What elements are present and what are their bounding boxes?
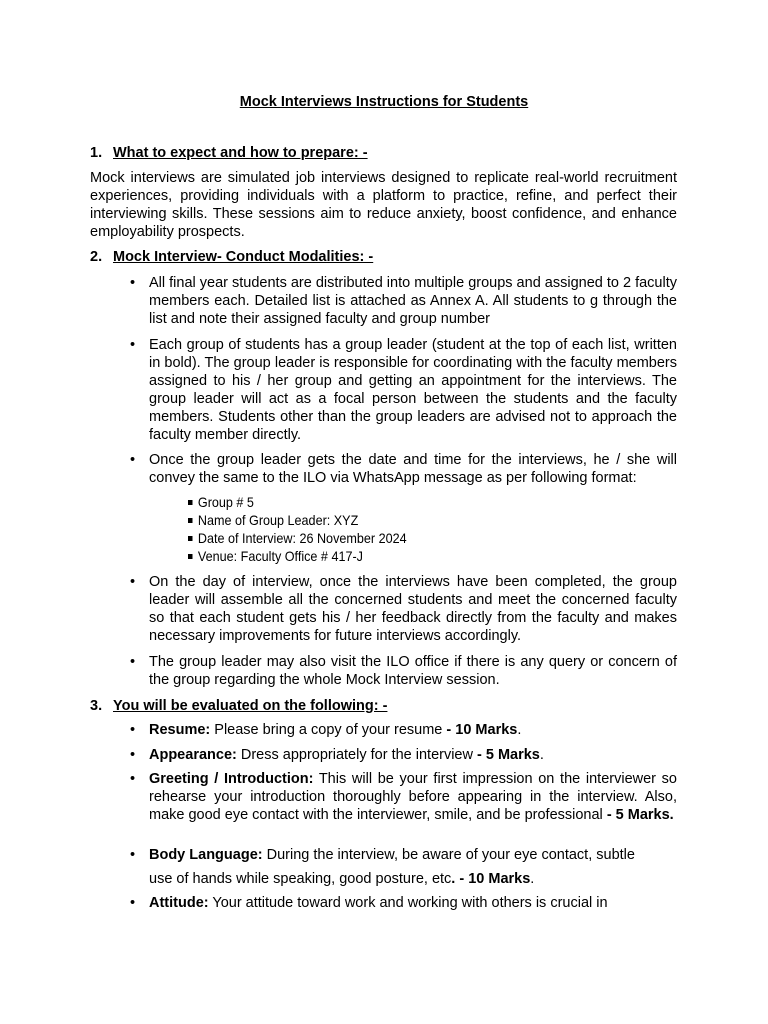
format-item-text: Venue: Faculty Office # 417-J: [197, 548, 363, 564]
document-title: Mock Interviews Instructions for Students: [239, 94, 529, 110]
bullet-icon: •: [130, 337, 136, 353]
evaluation-item-text: [149, 843, 650, 891]
evaluation-item-text: [149, 770, 677, 824]
section-number: 1.: [90, 145, 103, 161]
format-item-text: Group # 5: [197, 494, 254, 510]
bullet-icon: •: [130, 275, 136, 291]
section-1-heading: [90, 143, 368, 163]
evaluation-label: Resume:: [149, 722, 211, 738]
evaluation-item-text: [149, 746, 677, 764]
evaluation-end: .: [539, 747, 544, 763]
square-bullet-icon: [188, 536, 193, 541]
bullet-icon: •: [130, 847, 136, 863]
evaluation-item-text: [149, 894, 677, 912]
list-item-text: All final year students are distributed into multiple groups and assigned to 2 faculty members each. Detailed list is attached as Annex A. All students to g through the list and note their assigned faculty and group number: [149, 275, 677, 327]
bullet-icon: •: [130, 452, 136, 468]
evaluation-marks: - 5 Marks: [477, 747, 540, 763]
section-number: 2.: [90, 249, 103, 265]
section-heading-text: Mock Interview- Conduct Modalities: -: [113, 249, 374, 265]
list-item: [130, 573, 677, 645]
section-3-heading: [90, 696, 387, 716]
section-heading-text: You will be evaluated on the following: -: [113, 698, 388, 714]
evaluation-description: Dress appropriately for the interview: [236, 747, 477, 763]
square-bullet-icon: [188, 554, 193, 559]
evaluation-marks: - 5 Marks.: [606, 807, 674, 823]
evaluation-description: This will be your first impression on the interviewer so rehearse your introduction thoroughly before appearing in the interview. Also, make good eye contact with the interviewer, smile, and be professional: [149, 771, 677, 823]
evaluation-end: .: [517, 722, 522, 738]
evaluation-item-appearance: [130, 746, 677, 764]
evaluation-item-greeting: [130, 770, 677, 824]
format-item-text: Name of Group Leader: XYZ: [197, 512, 359, 528]
list-item-text: Once the group leader gets the date and time for the interviews, he / she will convey the same to the ILO via WhatsApp message as per following format:: [149, 452, 677, 486]
bullet-icon: •: [130, 895, 136, 911]
bullet-icon: •: [130, 574, 136, 590]
list-item: [130, 451, 677, 487]
evaluation-label: Attitude:: [149, 895, 209, 911]
format-item: [188, 548, 363, 566]
list-item-text: Each group of students has a group leader (student at the top of each list, written in bold). The group leader is responsible for coordinating with the faculty members assigned to his / her group and getting an appointment for the interviews. The group leader will act as a focal person between the students and the faculty members. Students other than the group leaders are advised not to approach the faculty member directly.: [149, 337, 677, 443]
format-item: [188, 512, 358, 530]
evaluation-marks: . - 10 Marks: [451, 871, 531, 887]
square-bullet-icon: [188, 518, 193, 523]
bullet-icon: •: [130, 747, 136, 763]
list-item-text: On the day of interview, once the interviews have been completed, the group leader will assemble all the concerned students and meet the concerned faculty so that each student gets his / her feedback directly from the faculty and makes necessary improvements for future interviews accordingly.: [149, 574, 677, 644]
bullet-icon: •: [130, 722, 136, 738]
evaluation-item-text: [149, 721, 677, 739]
format-item-text: Date of Interview: 26 November 2024: [197, 530, 407, 546]
evaluation-marks: - 10 Marks: [446, 722, 518, 738]
list-item: [130, 653, 677, 689]
bullet-icon: •: [130, 654, 136, 670]
evaluation-label: Appearance:: [149, 747, 237, 763]
evaluation-item-body-language: [130, 843, 650, 891]
evaluation-end: .: [530, 871, 535, 887]
evaluation-description: Your attitude toward work and working with others is crucial in: [208, 895, 608, 911]
evaluation-description: During the interview, be aware of your eye contact, subtle use of hands while speaking, good posture, etc: [149, 847, 635, 887]
section-heading-text: What to expect and how to prepare: -: [113, 145, 368, 161]
evaluation-item-attitude: [130, 894, 677, 912]
square-bullet-icon: [188, 500, 193, 505]
bullet-icon: •: [130, 771, 136, 787]
evaluation-description: Please bring a copy of your resume: [210, 722, 447, 738]
list-item: [130, 274, 677, 328]
evaluation-label: Greeting / Introduction:: [149, 771, 314, 787]
section-1-paragraph: Mock interviews are simulated job interviews designed to replicate real-world recruitment experiences, providing individuals with a platform to practice, refine, and perfect their interviewing skills. These sessions aim to reduce anxiety, boost confidence, and enhance employability prospects.: [90, 170, 677, 240]
format-item: [188, 530, 407, 548]
format-item: [188, 494, 254, 512]
evaluation-item-resume: [130, 721, 677, 739]
section-2-heading: [90, 247, 373, 267]
list-item: [130, 336, 677, 444]
evaluation-label: Body Language:: [149, 847, 263, 863]
section-number: 3.: [90, 698, 103, 714]
list-item-text: The group leader may also visit the ILO office if there is any query or concern of the group regarding the whole Mock Interview session.: [149, 654, 677, 688]
